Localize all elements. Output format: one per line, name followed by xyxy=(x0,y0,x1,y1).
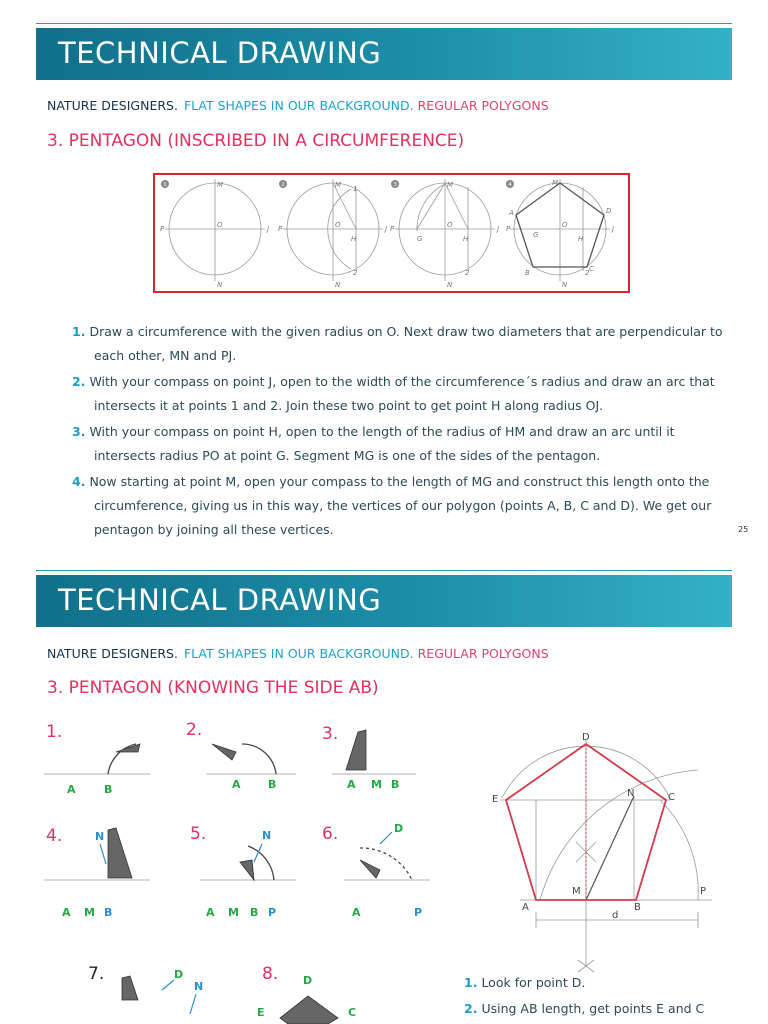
label-A: A xyxy=(206,906,215,919)
step-number-3: 3. xyxy=(322,724,339,744)
svg-text:N: N xyxy=(562,281,568,289)
svg-text:2: 2 xyxy=(353,269,358,277)
svg-text:M: M xyxy=(552,179,559,187)
page-title-2: TECHNICAL DRAWING xyxy=(58,583,382,617)
subtitle-line-2: NATURE DESIGNERS. FLAT SHAPES IN OUR BACKGROUND. REGULAR POLYGONS xyxy=(47,646,549,661)
svg-text:P: P xyxy=(278,225,283,233)
svg-text:2: 2 xyxy=(465,269,470,277)
step-number-8: 8. xyxy=(262,964,279,984)
label-A: A xyxy=(347,778,356,791)
label-B: B xyxy=(268,778,277,791)
step-number-2: 2. xyxy=(186,720,203,740)
list-item: 1. Draw a circumference with the given radius on O. Next draw two diameters that are perpendicular to each other, MN and PJ. xyxy=(72,324,723,363)
svg-text:4: 4 xyxy=(508,182,512,188)
svg-text:H: H xyxy=(463,235,469,243)
svg-text:A: A xyxy=(509,209,514,217)
label-M: M xyxy=(228,906,239,919)
label-M: M xyxy=(371,778,382,791)
label-P: P xyxy=(414,906,423,919)
svg-text:d: d xyxy=(612,910,619,921)
list-item: 1. Look for point D. xyxy=(464,975,586,990)
svg-text:D: D xyxy=(582,732,590,743)
step-number-7: 7. xyxy=(88,964,105,984)
label-C: C xyxy=(348,1006,357,1019)
list-item: 2. With your compass on point J, open to the width of the circumference´s radius and draw an arc that intersects it at points 1 and 2. Join these two point to get point H along radius OJ. xyxy=(72,374,715,413)
svg-text:H: H xyxy=(578,235,584,243)
svg-text:B: B xyxy=(525,269,530,277)
svg-text:O: O xyxy=(217,221,223,229)
label-A: A xyxy=(352,906,361,919)
label-B: B xyxy=(104,783,113,796)
svg-text:N: N xyxy=(217,281,223,289)
label-B: B xyxy=(391,778,400,791)
svg-text:J: J xyxy=(267,225,270,233)
label-D: D xyxy=(394,822,404,835)
svg-text:G: G xyxy=(417,235,423,243)
list-item: 4. Now starting at point M, open your compass to the length of MG and construct this length onto the circumference, giving us in this way, the vertices of our polygon (points A, B, C and D). We get our pentagon by joining all these vertices. xyxy=(72,474,712,537)
svg-text:C: C xyxy=(668,792,675,803)
subtitle-part2: FLAT SHAPES IN OUR BACKGROUND. xyxy=(183,98,414,113)
svg-text:B: B xyxy=(634,902,641,913)
label-M: M xyxy=(84,906,95,919)
step-number-6: 6. xyxy=(322,824,339,844)
label-D: D xyxy=(303,974,313,987)
svg-text:C: C xyxy=(589,265,594,273)
svg-text:P: P xyxy=(160,225,165,233)
page-number: 25 xyxy=(738,525,749,534)
svg-text:O: O xyxy=(335,221,341,229)
svg-text:M: M xyxy=(572,886,581,897)
step-number-1: 1. xyxy=(46,722,63,742)
svg-text:H: H xyxy=(351,235,357,243)
label-N: N xyxy=(262,829,272,842)
svg-text:D: D xyxy=(606,207,612,215)
svg-text:1: 1 xyxy=(353,185,358,193)
instruction-list-2 xyxy=(464,970,764,1022)
label-A: A xyxy=(67,783,76,796)
svg-text:J: J xyxy=(612,225,615,233)
svg-text:1: 1 xyxy=(163,182,167,188)
step-number-5: 5. xyxy=(190,824,207,844)
label-A: A xyxy=(232,778,241,791)
svg-text:M: M xyxy=(217,181,224,189)
svg-text:G: G xyxy=(533,231,539,239)
label-E: E xyxy=(257,1006,265,1019)
svg-text:2: 2 xyxy=(585,269,590,277)
svg-text:P: P xyxy=(390,225,395,233)
svg-text:2: 2 xyxy=(281,182,285,188)
svg-text:O: O xyxy=(562,221,568,229)
subtitle-part3: REGULAR POLYGONS xyxy=(417,98,549,113)
label-N: N xyxy=(194,980,204,993)
list-item: 3. With your compass on point H, open to the length of the radius of HM and draw an arc until it intersects radius PO at point G. Segment MG is one of the sides of the pentagon. xyxy=(72,424,675,463)
label-A: A xyxy=(62,906,71,919)
svg-text:N: N xyxy=(335,281,341,289)
label-B: B xyxy=(104,906,113,919)
svg-text:J: J xyxy=(497,225,500,233)
section-heading-2: 3. PENTAGON (KNOWING THE SIDE AB) xyxy=(47,678,379,698)
svg-text:E: E xyxy=(492,794,499,805)
section-heading: 3. PENTAGON (INSCRIBED IN A CIRCUMFERENCE) xyxy=(47,131,465,151)
svg-text:N: N xyxy=(447,281,453,289)
svg-text:3: 3 xyxy=(393,182,397,188)
subtitle-part1: NATURE DESIGNERS. xyxy=(47,98,178,113)
label-D: D xyxy=(174,968,184,981)
label-N: N xyxy=(95,830,105,843)
list-item: 2. Using AB length, get points E and C xyxy=(464,1001,705,1016)
label-B: B xyxy=(250,906,259,919)
svg-text:P: P xyxy=(506,225,511,233)
svg-text:O: O xyxy=(447,221,453,229)
svg-text:P: P xyxy=(700,886,707,897)
svg-text:M: M xyxy=(447,181,454,189)
svg-text:M: M xyxy=(335,181,342,189)
svg-text:J: J xyxy=(385,225,388,233)
svg-text:A: A xyxy=(522,902,529,913)
page-title: TECHNICAL DRAWING xyxy=(58,36,382,70)
svg-text:N: N xyxy=(627,788,635,799)
label-P: P xyxy=(268,906,277,919)
step-number-4: 4. xyxy=(46,826,63,846)
